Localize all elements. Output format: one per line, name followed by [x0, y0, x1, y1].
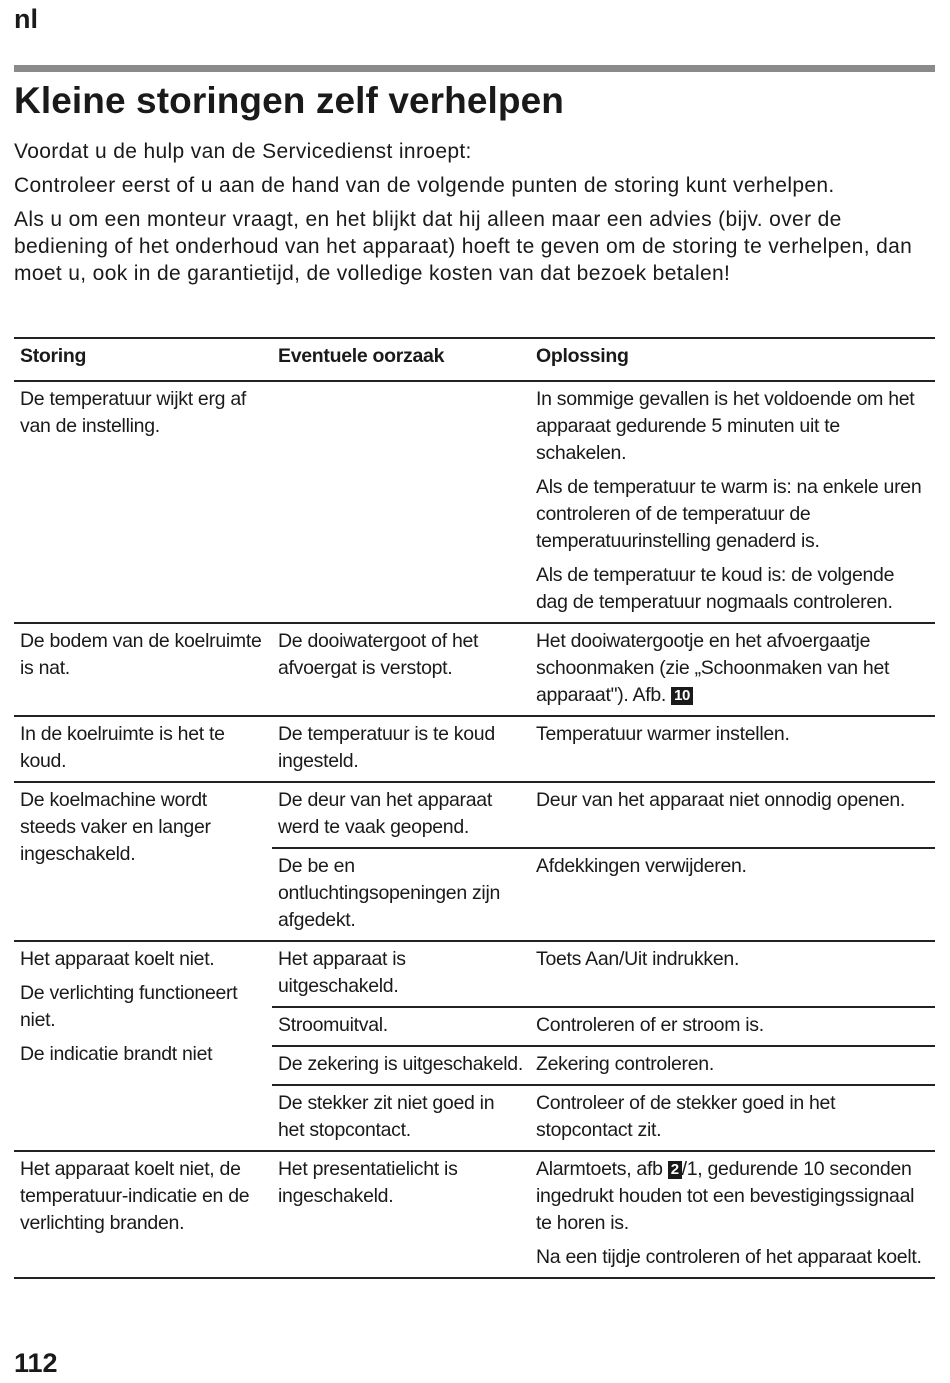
- cell-oorzaak: De dooiwatergoot of het afvoergat is verstopt.: [272, 623, 530, 716]
- cell-oplossing: [530, 1151, 935, 1278]
- figure-reference-badge: 2: [668, 1161, 682, 1179]
- fault-text: Het apparaat koelt niet.: [20, 948, 215, 970]
- cell-oplossing: Controleren of er stroom is.: [530, 1007, 935, 1046]
- table-header-row: [14, 338, 935, 381]
- cell-oplossing: Afdekkingen verwijderen.: [530, 848, 935, 941]
- header-storing: Storing: [14, 338, 272, 381]
- cell-oorzaak: Het presentatielicht is ingeschakeld.: [272, 1151, 530, 1278]
- table-row: [14, 716, 935, 782]
- solution-text: Het dooiwatergootje en het afvoergaatje schoonmaken (zie „Schoonmaken van het apparaat"). Afb.: [536, 630, 890, 706]
- solution-text: Als de temperatuur te koud is: de volgende dag de temperatuur nogmaals controleren.: [536, 564, 895, 613]
- page-title: Kleine storingen zelf verhelpen: [14, 80, 565, 121]
- cell-storing: De bodem van de koelruimte is nat.: [14, 623, 272, 716]
- cell-storing: In de koelruimte is het te koud.: [14, 716, 272, 782]
- fault-text: De verlichting functioneert niet.: [20, 982, 238, 1031]
- intro-paragraph-1: Voordat u de hulp van de Servicedienst inroept:: [14, 140, 472, 163]
- cell-storing: De temperatuur wijkt erg af van de instelling.: [14, 381, 272, 623]
- cell-oorzaak: De temperatuur is te koud ingesteld.: [272, 716, 530, 782]
- table-row: [14, 381, 935, 623]
- solution-text: [536, 1156, 929, 1237]
- intro-paragraph-3: Als u om een monteur vraagt, en het blijkt dat hij alleen maar een advies (bijv. over de bediening of het onderhoud van het apparaat) hoeft te geven om de storing te verhelpen, dan moet u, ook in de garantietijd, de volledige kosten van dat bezoek betalen!: [14, 208, 913, 285]
- intro-text: [14, 138, 939, 294]
- table-row: [14, 623, 935, 716]
- cell-oplossing: Deur van het apparaat niet onnodig openen.: [530, 782, 935, 848]
- figure-reference-badge: 10: [671, 687, 693, 705]
- cell-storing: [14, 941, 272, 1151]
- cell-oorzaak: [272, 381, 530, 623]
- table-row: [14, 782, 935, 848]
- cell-oorzaak: Stroomuitval.: [272, 1007, 530, 1046]
- cell-oplossing: Toets Aan/Uit indrukken.: [530, 941, 935, 1007]
- cell-oplossing: Temperatuur warmer instellen.: [530, 716, 935, 782]
- cell-oplossing: [530, 623, 935, 716]
- language-code: nl: [14, 4, 38, 34]
- solution-text: In sommige gevallen is het voldoende om het apparaat gedurende 5 minuten uit te schakelen.: [536, 388, 915, 464]
- cell-storing: De koelmachine wordt steeds vaker en langer ingeschakeld.: [14, 782, 272, 941]
- cell-oorzaak: De deur van het apparaat werd te vaak geopend.: [272, 782, 530, 848]
- header-oorzaak: Eventuele oorzaak: [272, 338, 530, 381]
- cell-oorzaak: De be en ontluchtingsopeningen zijn afgedekt.: [272, 848, 530, 941]
- header-rule: [14, 65, 935, 72]
- cell-storing: Het apparaat koelt niet, de temperatuur-indicatie en de verlichting branden.: [14, 1151, 272, 1278]
- table-row: [14, 1151, 935, 1278]
- page-number: 112: [14, 1348, 58, 1378]
- header-oplossing: Oplossing: [530, 338, 935, 381]
- cell-oorzaak: Het apparaat is uitgeschakeld.: [272, 941, 530, 1007]
- cell-oorzaak: De stekker zit niet goed in het stopcontact.: [272, 1085, 530, 1151]
- solution-text-end: /1, gedurende 10 seconden ingedrukt houden tot een bevestigingssignaal te horen is.: [536, 1158, 915, 1234]
- table-row: [14, 941, 935, 1007]
- cell-oplossing: [530, 381, 935, 623]
- solution-text: Na een tijdje controleren of het apparaat koelt.: [536, 1246, 922, 1268]
- cell-oplossing: Controleer of de stekker goed in het stopcontact zit.: [530, 1085, 935, 1151]
- solution-text: Als de temperatuur te warm is: na enkele uren controleren of de temperatuur de temperatuurinstelling genaderd is.: [536, 476, 922, 552]
- fault-text: De indicatie brandt niet: [20, 1043, 213, 1065]
- troubleshooting-table: [14, 337, 935, 1279]
- solution-text-start: Alarmtoets, afb: [536, 1158, 663, 1180]
- cell-oplossing: Zekering controleren.: [530, 1046, 935, 1085]
- cell-oorzaak: De zekering is uitgeschakeld.: [272, 1046, 530, 1085]
- intro-paragraph-2: Controleer eerst of u aan de hand van de volgende punten de storing kunt verhelpen.: [14, 174, 835, 197]
